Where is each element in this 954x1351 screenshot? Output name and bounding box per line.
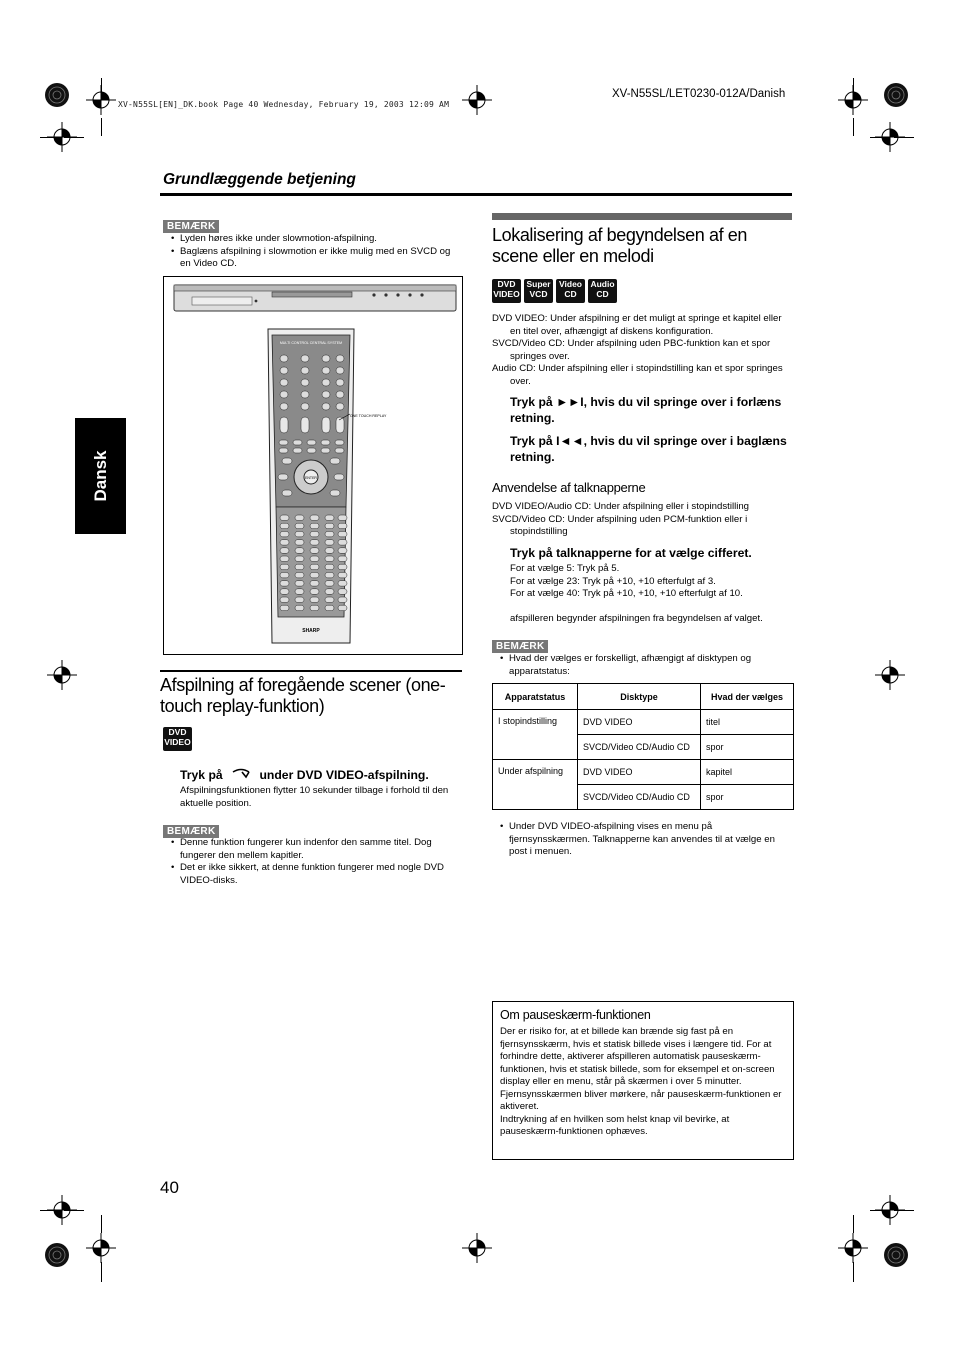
note-item: • Denne funktion fungerer kun indenfor den samme titel. Dog fungerer den mellem kapitler. — [180, 837, 462, 862]
example: For at vælge 40: Tryk på +10, +10, +10 efterfulgt af 10. — [510, 588, 743, 599]
box-paragraph: Der er risiko for, at et billede kan brænde sig fast på en fjernsynsskærm, hvis et statisk billede vises i længere tid. For at forhindre dette, aktiverer afspilleren automatisk pauseskærm-funktionen, hvis et statisk billede, som for eksempel et on-screen display eller en menu, står på skærmen i over 5 minutter. — [500, 1026, 775, 1087]
replay-arrow-icon — [230, 768, 252, 780]
heading-locate-scene: Lokalisering af begyndelsen af en scene eller en melodi — [492, 225, 747, 266]
col-header: Disktype — [578, 684, 701, 710]
box-paragraph: Indtrykning af en hvilken som helst knap vil bevirke, at pauseskærm-funktionen ophæves. — [500, 1113, 730, 1137]
step-one-touch: Tryk på under DVD VIDEO-afspilning. — [180, 768, 429, 782]
svg-text:MULTI CONTROL CENTRAL SYSTEM: MULTI CONTROL CENTRAL SYSTEM — [279, 341, 343, 345]
note-badge: BEMÆRK — [163, 216, 219, 234]
dvd-video-disc-icon: DVD VIDEO — [492, 279, 521, 303]
svg-text:ONE TOUCH REPLAY: ONE TOUCH REPLAY — [350, 414, 387, 418]
start-note: afspilleren begynder afspilningen fra begyndelsen af valget. — [510, 613, 763, 624]
intro-line: DVD VIDEO/Audio CD: Under afspilning eller i stopindstilling — [492, 501, 750, 512]
box-title: Om pauseskærm-funktionen — [500, 1008, 651, 1022]
intro-line: SVCD/Video CD: Under afspilning uden PCM-funktion eller i stopindstilling — [492, 513, 748, 537]
cell-disc: SVCD/Video CD/Audio CD — [578, 735, 701, 760]
note-list — [170, 837, 462, 887]
note-item: • Hvad der vælges er forskelligt, afhængigt af disktypen og apparatstatus: — [509, 653, 792, 678]
cell-disc: DVD VIDEO — [578, 760, 701, 785]
svg-text:SHARP: SHARP — [302, 628, 320, 634]
note-list — [499, 653, 792, 678]
table-header-row — [493, 684, 794, 710]
step-skip-forward: Tryk på ►►I, hvis du vil springe over i forlæns retning. — [510, 395, 782, 425]
col-header: Apparatstatus — [493, 684, 578, 710]
col-header: Hvad der vælges — [701, 684, 794, 710]
intro-audio: Audio CD: Under afspilning eller i stopindstilling kan et spor springes over. — [492, 363, 783, 387]
example: For at vælge 5: Tryk på 5. — [510, 563, 620, 574]
video-cd-disc-icon: Video CD — [556, 279, 585, 303]
step-skip-back: Tryk på I◄◄, hvis du vil springe over i baglæns retning. — [510, 434, 787, 464]
cell-selection: titel — [701, 710, 794, 735]
cell-selection: kapitel — [701, 760, 794, 785]
section-title: Grundlæggende betjening — [163, 171, 356, 188]
player-remote-drawing — [164, 277, 462, 654]
step-description: Afspilningsfunktionen flytter 10 sekunder tilbage i forhold til den aktuelle position. — [180, 785, 449, 809]
subheading-number-buttons: Anvendelse af talknapperne — [492, 480, 646, 495]
heading-one-touch-replay: Afspilning af foregående scener (one-touch replay-funktion) — [160, 675, 446, 716]
box-paragraph: Fjernsynsskærmen bliver mørkere, når pauseskærm-funktionen er aktiveret. — [500, 1088, 782, 1112]
selection-table — [492, 683, 794, 810]
language-tab: Dansk — [75, 418, 126, 534]
player-remote-illustration — [163, 276, 463, 655]
disc-icons — [492, 279, 620, 303]
cell-selection: spor — [701, 785, 794, 810]
step-number-buttons: Tryk på talknapperne for at vælge cifferet. — [510, 546, 752, 560]
intro-svcd: SVCD/Video CD: Under afspilning uden PBC-funktion kan et spor springes over. — [492, 338, 771, 362]
note-badge: BEMÆRK — [163, 821, 219, 839]
after-table-note — [499, 821, 792, 859]
dvd-video-disc-icon: DVD VIDEO — [163, 727, 195, 751]
model-code: XV-N55SL/LET0230-012A/Danish — [612, 88, 786, 100]
header-rule — [160, 193, 792, 196]
dvd-player-icon — [174, 285, 456, 311]
intro-dvd: DVD VIDEO: Under afspilning er det muligt at springe et kapitel eller en titel over, afhængigt af diskens konfiguration. — [492, 313, 782, 337]
intro-text — [492, 313, 792, 388]
note-badge: BEMÆRK — [492, 636, 548, 654]
audio-cd-disc-icon: Audio CD — [588, 279, 617, 303]
cell-status: Under afspilning — [493, 760, 578, 810]
table-row — [493, 710, 794, 735]
number-buttons-intro — [492, 501, 792, 539]
note-item: • Baglæns afspilning i slowmotion er ikke mulig med en SVCD og en Video CD. — [180, 246, 462, 271]
example: For at vælge 23: Tryk på +10, +10 efterfulgt af 3. — [510, 575, 716, 587]
heading-rule — [160, 670, 462, 672]
svcd-disc-icon: Super VCD — [524, 279, 553, 303]
table-row — [493, 760, 794, 785]
note-item: • Under DVD VIDEO-afspilning vises en menu på fjernsynsskærmen. Talknapperne kan anvendes til at vælge en post i menuen. — [509, 821, 792, 859]
file-info-line: XV-N55SL[EN]_DK.book Page 40 Wednesday, February 19, 2003 12:09 AM — [118, 100, 450, 109]
heading-bar — [492, 213, 792, 220]
cell-selection: spor — [701, 735, 794, 760]
screensaver-box — [492, 1001, 794, 1160]
note-item: • Lyden høres ikke under slowmotion-afspilning. — [180, 233, 462, 246]
note-item: • Det er ikke sikkert, at denne funktion fungerer med nogle DVD VIDEO-disks. — [180, 862, 462, 887]
svg-text:ENTER: ENTER — [305, 476, 317, 480]
cell-disc: SVCD/Video CD/Audio CD — [578, 785, 701, 810]
cell-status: I stopindstilling — [493, 710, 578, 760]
cell-disc: DVD VIDEO — [578, 710, 701, 735]
note-list — [170, 233, 462, 271]
page-number: 40 — [160, 1178, 179, 1197]
remote-control-icon — [268, 329, 387, 643]
examples — [510, 563, 792, 601]
